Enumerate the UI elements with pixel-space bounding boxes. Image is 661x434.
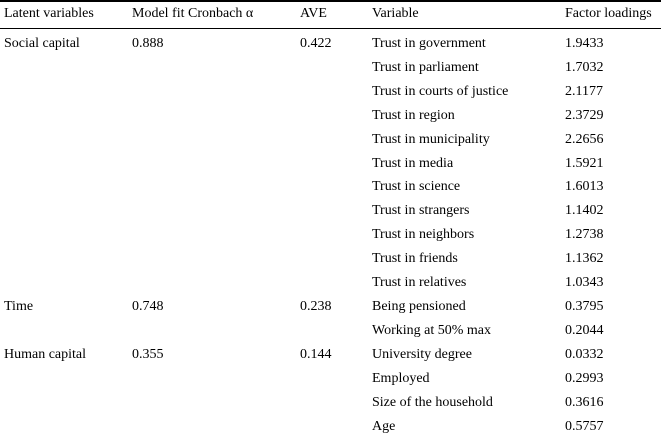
cell-variable: Age bbox=[372, 418, 396, 434]
cell-latent-variable: Human capital bbox=[4, 346, 87, 362]
cell-model-fit bbox=[130, 415, 298, 434]
table-body bbox=[0, 29, 661, 434]
cell-ave bbox=[298, 175, 370, 199]
cell-factor-loading: 1.2738 bbox=[565, 227, 604, 243]
cell-latent-variable bbox=[0, 415, 130, 434]
cell-model-fit bbox=[130, 271, 298, 295]
header-latent-variables: Latent variables bbox=[0, 1, 130, 29]
cell-model-fit: 0.888 bbox=[132, 36, 164, 51]
table-row bbox=[0, 128, 661, 152]
cell-model-fit bbox=[130, 223, 298, 247]
cell-latent-variable bbox=[0, 199, 130, 223]
cell-latent-variable bbox=[0, 271, 130, 295]
cell-latent-variable bbox=[0, 223, 130, 247]
cell-variable: Trust in courts of justice bbox=[372, 83, 509, 99]
cell-model-fit bbox=[130, 152, 298, 176]
cell-factor-loading: 1.7032 bbox=[565, 59, 604, 75]
table-row bbox=[0, 247, 661, 271]
table-header bbox=[0, 1, 661, 29]
header-ave: AVE bbox=[298, 1, 370, 29]
table-row bbox=[0, 152, 661, 176]
table-row bbox=[0, 29, 661, 56]
table-row bbox=[0, 391, 661, 415]
cell-model-fit: 0.748 bbox=[132, 298, 164, 314]
cell-ave: 0.422 bbox=[300, 36, 332, 51]
cell-variable: Employed bbox=[372, 370, 430, 386]
cell-latent-variable: Time bbox=[4, 298, 34, 314]
cell-model-fit: 0.355 bbox=[132, 346, 164, 362]
cell-factor-loading: 0.2044 bbox=[565, 322, 604, 338]
cell-model-fit bbox=[130, 128, 298, 152]
cell-factor-loading: 0.5757 bbox=[565, 418, 604, 434]
cell-model-fit bbox=[130, 319, 298, 343]
cell-model-fit bbox=[130, 104, 298, 128]
cell-ave bbox=[298, 199, 370, 223]
cell-latent-variable bbox=[0, 367, 130, 391]
table-row bbox=[0, 295, 661, 319]
table-row bbox=[0, 199, 661, 223]
cell-variable: Trust in media bbox=[372, 155, 454, 171]
cell-ave bbox=[298, 391, 370, 415]
cell-ave bbox=[298, 415, 370, 434]
cell-latent-variable bbox=[0, 391, 130, 415]
cell-ave bbox=[298, 104, 370, 128]
cell-model-fit bbox=[130, 391, 298, 415]
table-row bbox=[0, 223, 661, 247]
cell-variable: Working at 50% max bbox=[372, 322, 492, 338]
cell-ave: 0.144 bbox=[300, 346, 332, 362]
cell-latent-variable bbox=[0, 247, 130, 271]
cell-variable: Size of the household bbox=[372, 394, 493, 410]
cell-factor-loading: 0.3616 bbox=[565, 394, 604, 410]
cell-variable: Trust in neighbors bbox=[372, 227, 475, 243]
table-row bbox=[0, 175, 661, 199]
table-row bbox=[0, 415, 661, 434]
cell-model-fit bbox=[130, 80, 298, 104]
header-factor-loadings: Factor loadings bbox=[563, 1, 661, 29]
cell-factor-loading: 1.6013 bbox=[565, 179, 604, 195]
cell-latent-variable bbox=[0, 128, 130, 152]
table-row bbox=[0, 80, 661, 104]
cell-factor-loading: 1.5921 bbox=[565, 155, 604, 171]
cell-variable: Trust in science bbox=[372, 179, 461, 195]
table-row bbox=[0, 56, 661, 80]
cell-variable: Trust in government bbox=[372, 36, 486, 51]
cell-latent-variable: Social capital bbox=[4, 36, 80, 51]
cell-ave bbox=[298, 128, 370, 152]
cell-ave bbox=[298, 80, 370, 104]
cell-model-fit bbox=[130, 175, 298, 199]
cell-factor-loading: 2.2656 bbox=[565, 131, 604, 147]
cell-model-fit bbox=[130, 199, 298, 223]
table-row bbox=[0, 104, 661, 128]
cell-factor-loading: 0.0332 bbox=[565, 346, 604, 362]
cell-variable: Trust in friends bbox=[372, 251, 458, 267]
table-row bbox=[0, 319, 661, 343]
cell-ave bbox=[298, 56, 370, 80]
cell-factor-loading: 2.3729 bbox=[565, 107, 604, 123]
table-row bbox=[0, 271, 661, 295]
cell-variable: Trust in parliament bbox=[372, 59, 479, 75]
cell-factor-loading: 1.1362 bbox=[565, 251, 604, 267]
table-row bbox=[0, 343, 661, 367]
cell-latent-variable bbox=[0, 104, 130, 128]
cell-model-fit bbox=[130, 367, 298, 391]
cell-variable: Trust in strangers bbox=[372, 203, 470, 219]
header-row bbox=[0, 1, 661, 29]
cell-variable: University degree bbox=[372, 346, 472, 362]
cell-variable: Being pensioned bbox=[372, 298, 466, 314]
table-row bbox=[0, 367, 661, 391]
cell-factor-loading: 0.2993 bbox=[565, 370, 604, 386]
cell-model-fit bbox=[130, 56, 298, 80]
header-model-fit-cronbach-alpha: Model fit Cronbach α bbox=[130, 1, 298, 29]
cell-factor-loading: 1.9433 bbox=[565, 36, 604, 51]
cell-latent-variable bbox=[0, 56, 130, 80]
cell-latent-variable bbox=[0, 319, 130, 343]
cell-variable: Trust in region bbox=[372, 107, 455, 123]
cell-ave bbox=[298, 223, 370, 247]
cell-ave bbox=[298, 152, 370, 176]
cell-ave bbox=[298, 271, 370, 295]
cell-latent-variable bbox=[0, 80, 130, 104]
cell-latent-variable bbox=[0, 152, 130, 176]
cell-factor-loading: 1.1402 bbox=[565, 203, 604, 219]
cell-ave bbox=[298, 247, 370, 271]
cell-latent-variable bbox=[0, 175, 130, 199]
cell-variable: Trust in relatives bbox=[372, 275, 467, 291]
cell-ave bbox=[298, 319, 370, 343]
cell-ave bbox=[298, 367, 370, 391]
cell-model-fit bbox=[130, 247, 298, 271]
cell-variable: Trust in municipality bbox=[372, 131, 490, 147]
cell-factor-loading: 1.0343 bbox=[565, 275, 604, 291]
cell-factor-loading: 2.1177 bbox=[565, 83, 603, 99]
cell-factor-loading: 0.3795 bbox=[565, 298, 604, 314]
header-variable: Variable bbox=[370, 1, 563, 29]
cell-ave: 0.238 bbox=[300, 298, 332, 314]
